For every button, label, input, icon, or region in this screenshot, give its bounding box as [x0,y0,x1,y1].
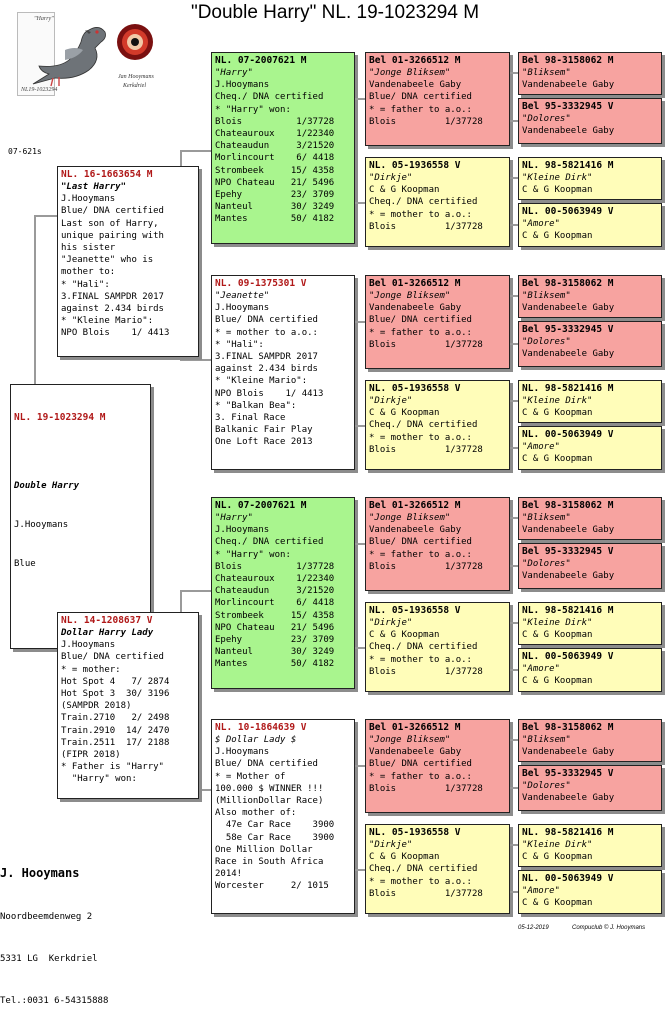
card-line: * = mother: [61,664,121,675]
ring-number: NL. 00-5063949 V [522,651,614,662]
card-line: against 2.434 birds [61,304,164,315]
ring-number: Bel 95-3332945 V [522,101,614,112]
card-line: Train.2710 2/ 2498 [61,713,170,724]
owner-city: 5331 LG Kerkdriel [0,954,98,964]
card-line: C & G Koopman [522,852,593,863]
subject-card[interactable] [10,384,151,649]
pigeon-name: "Harry" [215,68,253,78]
logo-area [15,10,155,102]
pigeon-name: "Dirkje" [369,840,413,850]
card-line: C & G Koopman [369,852,440,863]
card-line: C & G Koopman [522,630,593,641]
card-line: Vandenabeele Gaby [522,571,615,582]
card-line: "Harry" won: [61,774,137,785]
card-line: Chateaudun 3/21520 [215,586,335,597]
ring-number: NL. 00-5063949 V [522,206,614,217]
ring-number: Bel 01-3266512 M [369,55,461,66]
pigeon-name: "Jonge Bliksem" [369,735,451,745]
card-line: C & G Koopman [522,454,593,465]
pigeon-name: "Last Harry" [61,182,127,192]
owner-phone: Tel.:0031 6-54315888 [0,996,109,1006]
card-line: J.Hooymans [61,194,116,205]
card-line: "Jeanette" who is [61,255,154,266]
ring-number: NL. 07-2007621 M [215,55,307,66]
card-line: * = Mother of [215,771,286,782]
ring-number: Bel 01-3266512 M [369,500,461,511]
ring-number: NL. 98-5821416 M [522,160,614,171]
card-line: * = father to a.o.: [369,104,472,115]
card-line: Blois 1/37728 [369,561,483,572]
card-line: * = mother to a.o.: [369,432,472,443]
card-line: C & G Koopman [522,676,593,687]
card-line: 2014! [215,869,243,880]
card-line: his sister [61,243,116,254]
ring-number: NL. 16-1663654 M [61,169,153,180]
card-line: Vandenabeele Gaby [522,303,615,314]
card-line: Vandenabeele Gaby [522,126,615,137]
card-line: NPO Chateau 21/ 5496 [215,622,335,633]
card-line: NPO Chateau 21/ 5496 [215,177,335,188]
card-line: Vandenabeele Gaby [369,747,462,758]
card-line: C & G Koopman [369,408,440,419]
card-line: Worcester 2/ 1015 [215,881,329,892]
ring-number: NL. 05-1936558 V [369,383,461,394]
card-line: 58e Car Race 3900 [215,832,335,843]
ring-number: Bel 01-3266512 M [369,722,461,733]
card-line: C & G Koopman [369,630,440,641]
ring-number: Bel 01-3266512 M [369,278,461,289]
card-line: * "Harry" won: [215,549,291,560]
sire-sire-card[interactable] [211,52,355,244]
ring-number: Bel 95-3332945 V [522,768,614,779]
card-line: Cheq./ DNA certified [215,92,324,103]
card-line: Blois 1/37728 [215,116,335,127]
card-line: Blois 1/37728 [369,116,483,127]
ring-number: Bel 98-3158062 M [522,500,614,511]
dam-card[interactable] [57,612,199,799]
grand-sire-card[interactable] [365,275,510,369]
pigeon-name: "Dolores" [522,114,571,124]
card-line: Vandenabeele Gaby [522,747,615,758]
great-grand-card[interactable] [518,321,662,367]
card-line: * "Balkan Bea": [215,400,297,411]
dam-sire-card[interactable] [211,497,355,689]
card-line: * = mother to a.o.: [215,327,318,338]
great-grand-card[interactable] [518,52,662,95]
card-line: against 2.434 birds [215,364,318,375]
card-line: C & G Koopman [522,898,593,909]
card-line: Nanteul 30/ 3249 [215,647,335,658]
card-line: Morlincourt 6/ 4418 [215,153,335,164]
great-grand-card[interactable] [518,870,662,914]
card-line: * = mother to a.o.: [369,209,472,220]
card-line: Chateauroux 1/22340 [215,574,335,585]
pigeon-name: "Jonge Bliksem" [369,291,451,301]
pigeon-name: "Dirkje" [369,618,413,628]
subject-name: Double Harry [14,481,80,491]
sire-dam-card[interactable] [211,275,355,470]
pigeon-name: "Dolores" [522,337,571,347]
card-line: J.Hooymans [215,80,270,91]
ring-number: NL. 10-1864639 V [215,722,307,733]
footer-credit: Compuclub © J. Hooymans [572,925,646,931]
ring-number: NL. 98-5821416 M [522,605,614,616]
card-line: Race in South Africa [215,857,324,868]
card-line: Blue/ DNA certified [215,759,318,770]
card-line: * = father to a.o.: [369,771,472,782]
grand-dam-card[interactable] [365,602,510,692]
great-grand-card[interactable] [518,824,662,867]
card-line: * = father to a.o.: [369,549,472,560]
card-line: Cheq./ DNA certified [369,197,478,208]
card-line: C & G Koopman [522,408,593,419]
subject-ring: NL. 19-1023294 M [14,412,106,423]
card-line: Strombeek 15/ 4358 [215,165,335,176]
grand-dam-card[interactable] [365,824,510,914]
card-line: One Million Dollar [215,844,313,855]
grand-dam-card[interactable] [365,157,510,247]
card-line: NPO Blois 1/ 4413 [61,328,170,339]
side-note: 07-621s [8,147,42,156]
card-line: Blue/ DNA certified [215,315,318,326]
pigeon-name: "Bliksem" [522,68,571,78]
card-line: Epehy 23/ 3709 [215,190,335,201]
card-line: C & G Koopman [522,185,593,196]
pigeon-name: "Kleine Dirk" [522,840,593,850]
card-line: mother to: [61,267,116,278]
card-line: * = father to a.o.: [369,327,472,338]
card-line: Blue/ DNA certified [369,759,472,770]
ring-number: NL. 98-5821416 M [522,383,614,394]
card-line: * = mother to a.o.: [369,876,472,887]
card-line: Cheq./ DNA certified [215,537,324,548]
pigeon-name: "Kleine Dirk" [522,173,593,183]
card-line: Blois 1/37728 [369,221,483,232]
card-line: Vandenabeele Gaby [522,525,615,536]
card-line: J.Hooymans [215,525,270,536]
card-line: One Loft Race 2013 [215,437,313,448]
card-line: Blois 1/37728 [369,783,483,794]
pigeon-name: "Kleine Dirk" [522,396,593,406]
card-line: * "Kleine Mario": [215,376,308,387]
card-line: (SAMPDR 2018) [61,701,132,712]
pigeon-name: "Dolores" [522,781,571,791]
sire-card[interactable] [57,166,199,357]
great-grand-card[interactable] [518,765,662,811]
ring-number: Bel 95-3332945 V [522,546,614,557]
grand-sire-card[interactable] [365,719,510,813]
pigeon-name: "Kleine Dirk" [522,618,593,628]
subject-color: Blue [14,559,36,569]
card-line: Nanteul 30/ 3249 [215,202,335,213]
card-line: J.Hooymans [215,303,270,314]
card-line: Vandenabeele Gaby [522,793,615,804]
great-grand-card[interactable] [518,719,662,762]
card-line: * "Hali": [215,339,264,350]
card-top-label: "Harry" [34,16,54,22]
great-grand-card[interactable] [518,203,662,247]
card-line: C & G Koopman [522,231,593,242]
card-line: Also mother of: [215,808,297,819]
pigeon-eye-icon [115,22,155,62]
pigeon-name: "Jonge Bliksem" [369,68,451,78]
pigeon-name: "Harry" [215,513,253,523]
owner-name: J. Hooymans [0,866,80,880]
owner-street: Noordbeemdenweg 2 [0,912,93,922]
card-line: J.Hooymans [61,640,116,651]
ring-number: Bel 95-3332945 V [522,324,614,335]
card-line: * = mother to a.o.: [369,654,472,665]
pigeon-name: "Jeanette" [215,291,270,301]
great-grand-card[interactable] [518,602,662,645]
card-line: Epehy 23/ 3709 [215,635,335,646]
ring-number: NL. 14-1208637 V [61,615,153,626]
card-line: 3.FINAL SAMPDR 2017 [215,352,318,363]
card-line: J.Hooymans [215,747,270,758]
ring-number: NL. 00-5063949 V [522,873,614,884]
card-line: Morlincourt 6/ 4418 [215,598,335,609]
card-line: Blois 1/37728 [369,444,483,455]
pigeon-name: "Amore" [522,219,560,229]
card-line: Blue/ DNA certified [61,206,164,217]
grand-sire-card[interactable] [365,497,510,591]
great-grand-card[interactable] [518,648,662,692]
ring-number: NL. 07-2007621 M [215,500,307,511]
card-line: Mantes 50/ 4182 [215,214,335,225]
logo-owner-place: Kerkdriel [123,83,146,89]
ring-number: NL. 09-1375301 V [215,278,307,289]
card-line: Last son of Harry, [61,218,159,229]
ring-number: NL. 00-5063949 V [522,429,614,440]
pigeon-name: $ Dollar Lady $ [215,735,297,745]
pigeon-name: "Bliksem" [522,735,571,745]
footer-date: 05-12-2019 [518,925,549,931]
card-line: C & G Koopman [369,185,440,196]
card-line: Cheq./ DNA certified [369,864,478,875]
ring-number: Bel 98-3158062 M [522,278,614,289]
card-line: NPO Blois 1/ 4413 [215,388,324,399]
ring-number: Bel 98-3158062 M [522,722,614,733]
card-line: 3. Final Race [215,413,286,424]
ring-number: NL. 05-1936558 V [369,605,461,616]
card-line: Blue/ DNA certified [61,652,164,663]
pigeon-name: "Amore" [522,886,560,896]
pigeon-name: Dollar Harry Lady [61,628,154,638]
pigeon-name: "Dirkje" [369,173,413,183]
card-line: Hot Spot 4 7/ 2874 [61,676,170,687]
card-line: Vandenabeele Gaby [522,80,615,91]
great-grand-card[interactable] [518,426,662,470]
grand-dam-card[interactable] [365,380,510,470]
great-grand-card[interactable] [518,543,662,589]
pigeon-name: "Dolores" [522,559,571,569]
card-line: (FIPR 2018) [61,750,121,761]
card-line: * "Kleine Mario": [61,316,154,327]
ring-number: NL. 05-1936558 V [369,827,461,838]
ring-number: NL. 98-5821416 M [522,827,614,838]
card-line: * "Harry" won: [215,104,291,115]
pigeon-name: "Jonge Bliksem" [369,513,451,523]
great-grand-card[interactable] [518,275,662,318]
great-grand-card[interactable] [518,497,662,540]
pigeon-icon [25,20,115,90]
pigeon-name: "Bliksem" [522,513,571,523]
pigeon-name: "Dirkje" [369,396,413,406]
card-line: Vandenabeele Gaby [369,525,462,536]
card-line: unique pairing with [61,230,164,241]
card-line: Strombeek 15/ 4358 [215,610,335,621]
card-line: Blois 1/37728 [215,561,335,572]
ring-number: Bel 98-3158062 M [522,55,614,66]
owner-address [0,836,108,1022]
card-line: 3.FINAL SAMPDR 2017 [61,291,164,302]
great-grand-card[interactable] [518,98,662,144]
dam-dam-card[interactable] [211,719,355,914]
card-line: Chateauroux 1/22340 [215,129,335,140]
subject-breeder: J.Hooymans [14,520,69,530]
card-line: Mantes 50/ 4182 [215,659,335,670]
card-line: Blue/ DNA certified [369,537,472,548]
card-line: 100.000 $ WINNER !!! [215,783,324,794]
page-title: "Double Harry" NL. 19-1023294 M [190,2,480,23]
card-line: Cheq./ DNA certified [369,420,478,431]
card-line: * Father is "Harry" [61,762,164,773]
card-line: Cheq./ DNA certified [369,642,478,653]
logo-owner-name: Jan Hooymans [118,74,154,80]
card-bottom-label: NL19-1023294 [21,87,58,93]
pigeon-name: "Bliksem" [522,291,571,301]
card-line: Blois 1/37728 [369,666,483,677]
grand-sire-card[interactable] [365,52,510,146]
card-line: Train.2910 14/ 2470 [61,725,170,736]
card-line: Blue/ DNA certified [369,92,472,103]
card-line: Vandenabeele Gaby [522,349,615,360]
card-line: Chateaudun 3/21520 [215,141,335,152]
card-line: Blois 1/37728 [369,888,483,899]
card-line: (MillionDollar Race) [215,796,324,807]
card-line: Blue/ DNA certified [369,315,472,326]
card-line: Balkanic Fair Play [215,425,313,436]
card-line: Vandenabeele Gaby [369,80,462,91]
card-line: * "Hali": [61,279,110,290]
card-line: Blois 1/37728 [369,339,483,350]
pigeon-name: "Amore" [522,664,560,674]
card-line: 47e Car Race 3900 [215,820,335,831]
ring-number: NL. 05-1936558 V [369,160,461,171]
great-grand-card[interactable] [518,380,662,423]
card-line: Vandenabeele Gaby [369,303,462,314]
card-line: Hot Spot 3 30/ 3196 [61,689,170,700]
great-grand-card[interactable] [518,157,662,200]
card-line: Train.2511 17/ 2188 [61,737,170,748]
pigeon-name: "Amore" [522,442,560,452]
